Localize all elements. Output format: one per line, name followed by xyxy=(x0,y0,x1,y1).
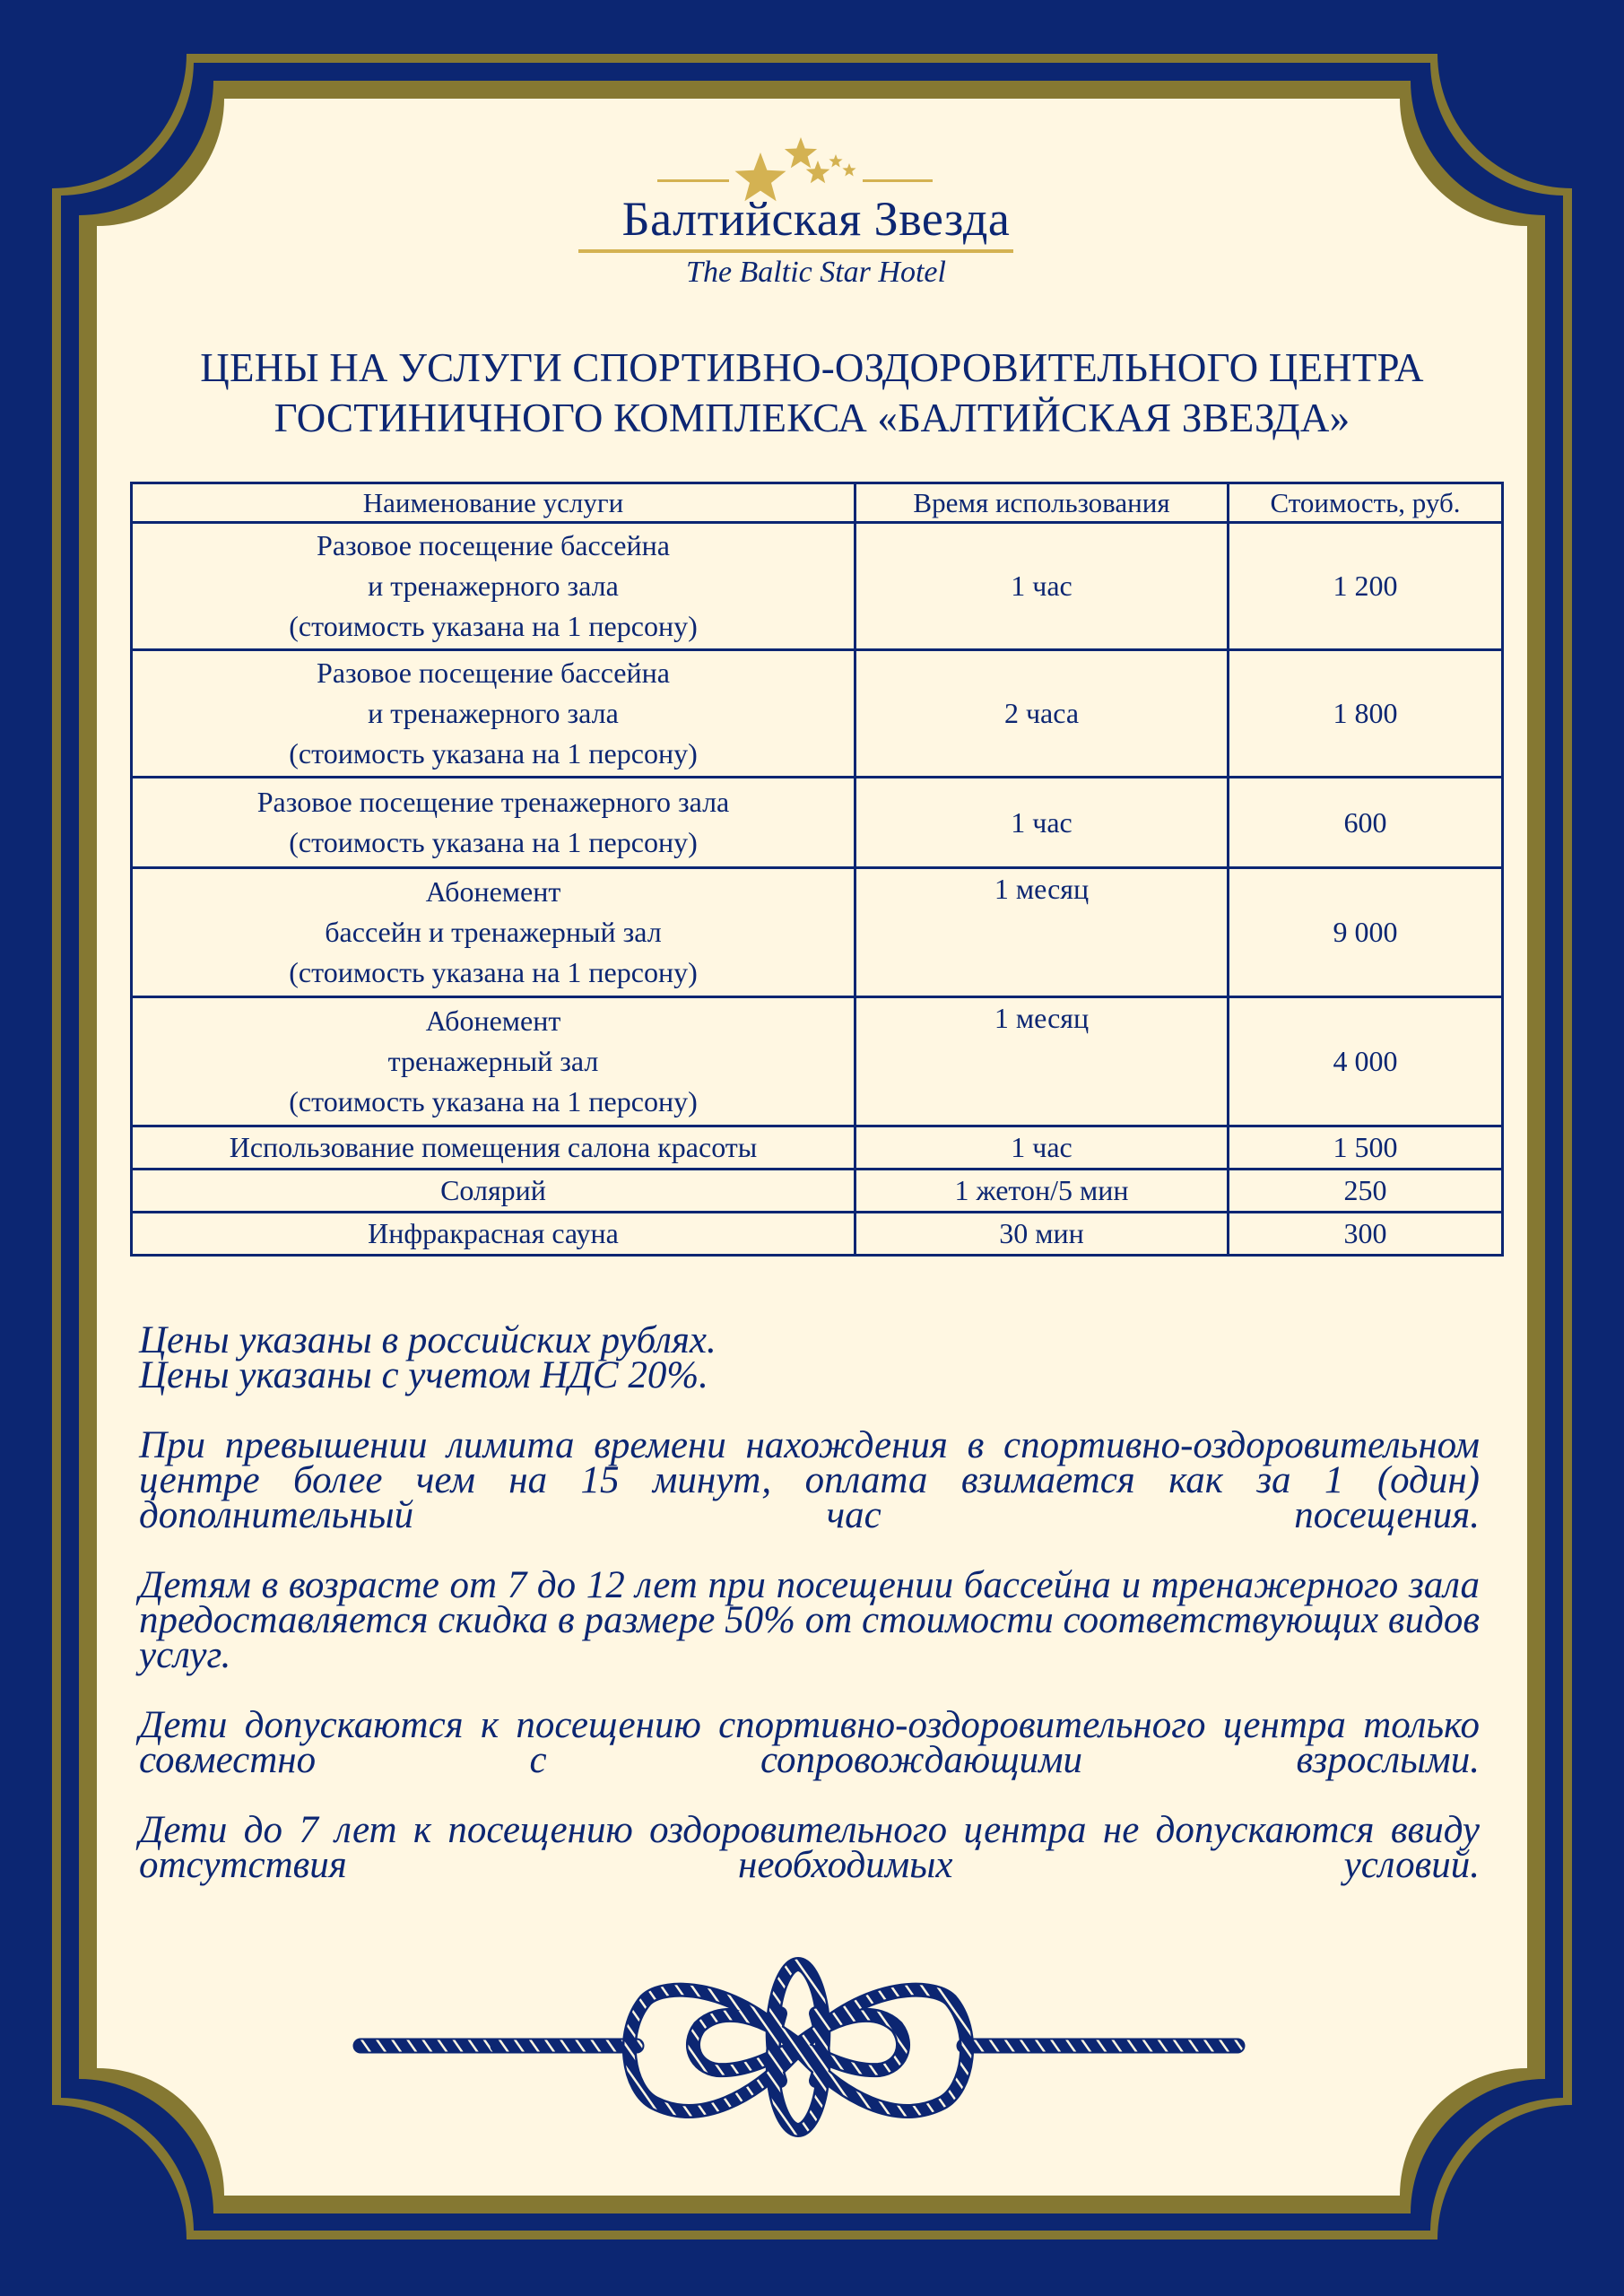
price-cell: 1 500 xyxy=(1229,1126,1503,1170)
time-cell: 1 месяц xyxy=(855,997,1229,1126)
price-cell: 9 000 xyxy=(1229,868,1503,997)
time-cell: 1 час xyxy=(855,1126,1229,1170)
service-name-line: (стоимость указана на 1 персону) xyxy=(289,956,698,988)
service-name-line: Абонемент xyxy=(425,1004,561,1037)
service-cell xyxy=(132,523,855,650)
service-name-line: Разовое посещение бассейна xyxy=(317,529,670,561)
price-cell: 1 800 xyxy=(1229,650,1503,778)
price-table xyxy=(130,482,1504,1257)
service-cell: Солярий xyxy=(132,1170,855,1213)
service-name-line: и тренажерного зала xyxy=(368,570,619,602)
table-row xyxy=(132,778,1503,868)
page-title-line-1: ЦЕНЫ НА УСЛУГИ СПОРТИВНО-ОЗДОРОВИТЕЛЬНОГО ЦЕНТРА xyxy=(200,345,1424,390)
note-children-discount: Детям в возрасте от 7 до 12 лет при посещении бассейна и тренажерного зала предоставляется скидка в размере 50% от стоимости соответствующих видов услуг. xyxy=(139,1564,1480,1676)
service-cell xyxy=(132,778,855,868)
notes-section xyxy=(139,1319,1480,1918)
table-row xyxy=(132,523,1503,650)
column-header-price: Стоимость, руб. xyxy=(1229,483,1503,523)
rope-knot-icon xyxy=(341,1946,1255,2144)
service-name-line: Разовое посещение тренажерного зала xyxy=(256,786,730,818)
time-cell: 1 час xyxy=(855,778,1229,868)
service-cell: Инфракрасная сауна xyxy=(132,1213,855,1256)
note-children-under7: Дети до 7 лет к посещению оздоровительного центра не допускаются ввиду отсутствия необходимых условий. xyxy=(139,1809,1480,1886)
logo-left-rule xyxy=(657,179,729,182)
column-header-time: Время использования xyxy=(855,483,1229,523)
page-title xyxy=(135,343,1489,443)
logo-right-rule xyxy=(863,179,933,182)
service-name-line: (стоимость указана на 1 персону) xyxy=(289,1085,698,1118)
note-children-accompanied: Дети допускаются к посещению спортивно-оздоровительного центра только совместно с сопровождающими взрослыми. xyxy=(139,1704,1480,1781)
note-overtime: При превышении лимита времени нахождения в спортивно-оздоровительном центре более чем на 15 минут, оплата взимается как за 1 (один) дополнительный час посещения. xyxy=(139,1424,1480,1536)
service-cell xyxy=(132,650,855,778)
table-row xyxy=(132,650,1503,778)
note-vat: Цены указаны с учетом НДС 20%. xyxy=(139,1354,708,1396)
table-row xyxy=(132,1126,1503,1170)
service-name-line: (стоимость указана на 1 персону) xyxy=(289,737,698,770)
price-cell: 4 000 xyxy=(1229,997,1503,1126)
service-name-line: тренажерный зал xyxy=(387,1045,599,1077)
service-cell: Использование помещения салона красоты xyxy=(132,1126,855,1170)
star-icon xyxy=(842,163,855,177)
table-row xyxy=(132,1170,1503,1213)
time-cell: 2 часа xyxy=(855,650,1229,778)
service-name-line: Разовое посещение бассейна xyxy=(317,657,670,689)
table-row xyxy=(132,1213,1503,1256)
star-icon xyxy=(829,154,842,168)
table-header-row xyxy=(132,483,1503,523)
note-currency: Цены указаны в российских рублях. xyxy=(139,1319,716,1361)
service-name-line: и тренажерного зала xyxy=(368,697,619,729)
table-row xyxy=(132,868,1503,997)
price-cell: 600 xyxy=(1229,778,1503,868)
service-name-line: (стоимость указана на 1 персону) xyxy=(289,610,698,642)
time-cell: 1 час xyxy=(855,523,1229,650)
brand-underline xyxy=(578,249,1013,253)
column-header-service: Наименование услуги xyxy=(132,483,855,523)
star-icon xyxy=(785,137,817,168)
price-cell: 1 200 xyxy=(1229,523,1503,650)
service-cell xyxy=(132,997,855,1126)
brand-subtitle: The Baltic Star Hotel xyxy=(686,256,946,289)
time-cell: 1 месяц xyxy=(855,868,1229,997)
page-title-line-2: ГОСТИНИЧНОГО КОМПЛЕКСА «БАЛТИЙСКАЯ ЗВЕЗДА» xyxy=(274,396,1350,440)
service-name-line: бассейн и тренажерный зал xyxy=(325,916,662,948)
brand-name: Балтийская Звезда xyxy=(621,192,1011,246)
time-cell: 1 жетон/5 мин xyxy=(855,1170,1229,1213)
price-cell: 250 xyxy=(1229,1170,1503,1213)
table-row xyxy=(132,997,1503,1126)
service-cell xyxy=(132,868,855,997)
time-cell: 30 мин xyxy=(855,1213,1229,1256)
price-cell: 300 xyxy=(1229,1213,1503,1256)
service-name-line: (стоимость указана на 1 персону) xyxy=(289,826,698,858)
service-name-line: Абонемент xyxy=(425,875,561,908)
